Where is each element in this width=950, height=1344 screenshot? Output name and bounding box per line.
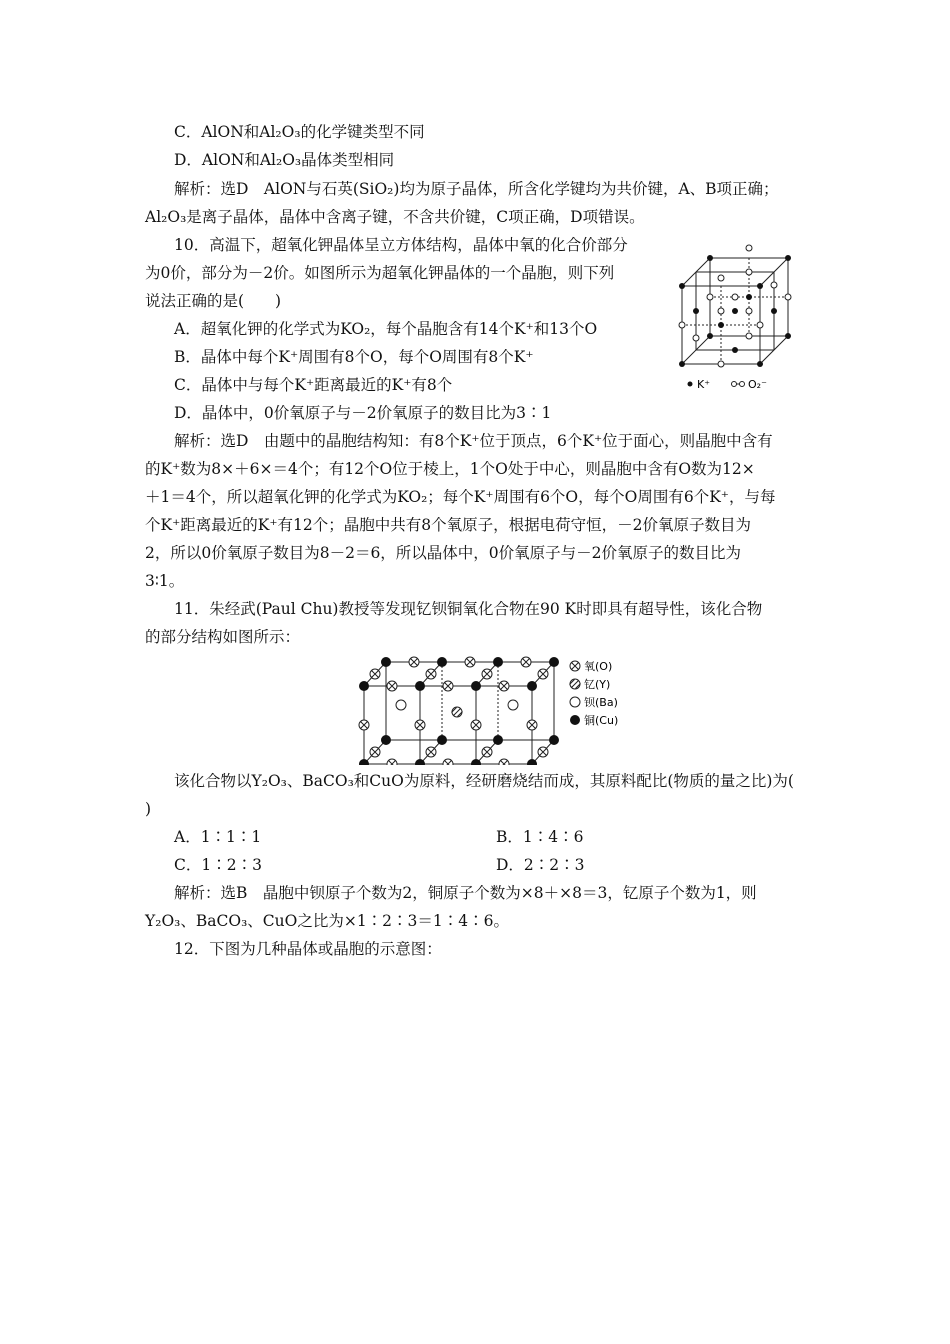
- q10-answer-line-6: 3∶1。: [145, 572, 185, 590]
- yttrium-legend-label: 钇(Y): [584, 678, 611, 691]
- ybco-structure-figure: [350, 650, 640, 765]
- ko2-unit-cell-figure: [668, 238, 808, 398]
- q11-answer-line-2: Y₂O₃、BaCO₃、CuO之比为×1∶2∶3＝1∶4∶6。: [145, 912, 509, 930]
- k-ion-legend-icon: [688, 382, 693, 387]
- q11-option-d: D．2∶2∶3: [496, 856, 585, 874]
- q11-option-a: A．1∶1∶1: [174, 828, 262, 846]
- superoxide-legend-icon: [732, 382, 737, 387]
- q11-stem-line-1: 11．朱经武(Paul Chu)教授等发现钇钡铜氧化合物在90 K时即具有超导性，该化合物: [174, 600, 763, 618]
- barium-legend-label: 钡(Ba): [584, 696, 618, 709]
- q10-option-c: C．晶体中与每个K⁺距离最近的K⁺有8个: [174, 376, 453, 394]
- q12-stem-line-1: 12．下图为几种晶体或晶胞的示意图：: [174, 940, 442, 958]
- q11-stem-line-4: ): [145, 800, 152, 818]
- q10-answer-line-5: 2，所以0价氧原子数目为8－2＝6，所以晶体中，0价氧原子与－2价氧原子的数目比为: [145, 544, 742, 562]
- ybco-legend: [570, 659, 619, 727]
- copper-legend-label: 铜(Cu): [584, 714, 619, 727]
- q10-stem-line-1: 10．高温下，超氧化钾晶体呈立方体结构，晶体中氧的化合价部分: [174, 236, 628, 254]
- q10-answer-line-1: 解析：选D 由题中的晶胞结构知：有8个K⁺位于顶点，6个K⁺位于面心，则晶胞中含有: [174, 432, 773, 450]
- q11-stem-line-3: 该化合物以Y₂O₃、BaCO₃和CuO为原料，经研磨烧结而成，其原料配比(物质的量之比)为(: [174, 772, 794, 790]
- q9-option-d: D．AlON和Al₂O₃晶体类型相同: [174, 151, 395, 169]
- oxygen-legend-label: 氧(O): [584, 660, 613, 673]
- q10-answer-line-2: 的K⁺数为8×＋6×＝4个；有12个O位于棱上，1个O处于中心，则晶胞中含有O数为12×: [145, 460, 755, 478]
- q10-answer-line-3: ＋1＝4个，所以超氧化钾的化学式为KO₂；每个K⁺周围有6个O，每个O周围有6个K⁺，与每: [145, 488, 776, 506]
- q10-option-a: A．超氧化钾的化学式为KO₂，每个晶胞含有14个K⁺和13个O: [174, 320, 598, 338]
- q10-option-d: D．晶体中，0价氧原子与－2价氧原子的数目比为3∶1: [174, 404, 552, 422]
- q9-answer-line-2: Al₂O₃是离子晶体，晶体中含离子键，不含共价键，C项正确，D项错误。: [145, 208, 645, 226]
- q10-option-b: B．晶体中每个K⁺周围有8个O，每个O周围有8个K⁺: [174, 348, 534, 366]
- q10-stem-line-3: 说法正确的是( ): [145, 292, 282, 310]
- superoxide-legend-label: O₂⁻: [748, 378, 767, 391]
- q9-option-c: C．AlON和Al₂O₃的化学键类型不同: [174, 123, 425, 141]
- q10-stem-line-2: 为0价，部分为－2价。如图所示为超氧化钾晶体的一个晶胞，则下列: [145, 264, 615, 282]
- q11-option-b: B．1∶4∶6: [496, 828, 584, 846]
- q11-option-c: C．1∶2∶3: [174, 856, 262, 874]
- q11-stem-line-2: 的部分结构如图所示：: [145, 628, 301, 646]
- q11-answer-line-1: 解析：选B 晶胞中钡原子个数为2，铜原子个数为×8＋×8＝3，钇原子个数为1，则: [174, 884, 757, 902]
- k-ion-legend-label: K⁺: [697, 378, 711, 391]
- q10-answer-line-4: 个K⁺距离最近的K⁺有12个；晶胞中共有8个氧原子，根据电荷守恒，－2价氧原子数目为: [145, 516, 751, 534]
- q9-answer-line-1: 解析：选D AlON与石英(SiO₂)均为原子晶体，所含化学键均为共价键，A、B项正确；: [174, 180, 779, 198]
